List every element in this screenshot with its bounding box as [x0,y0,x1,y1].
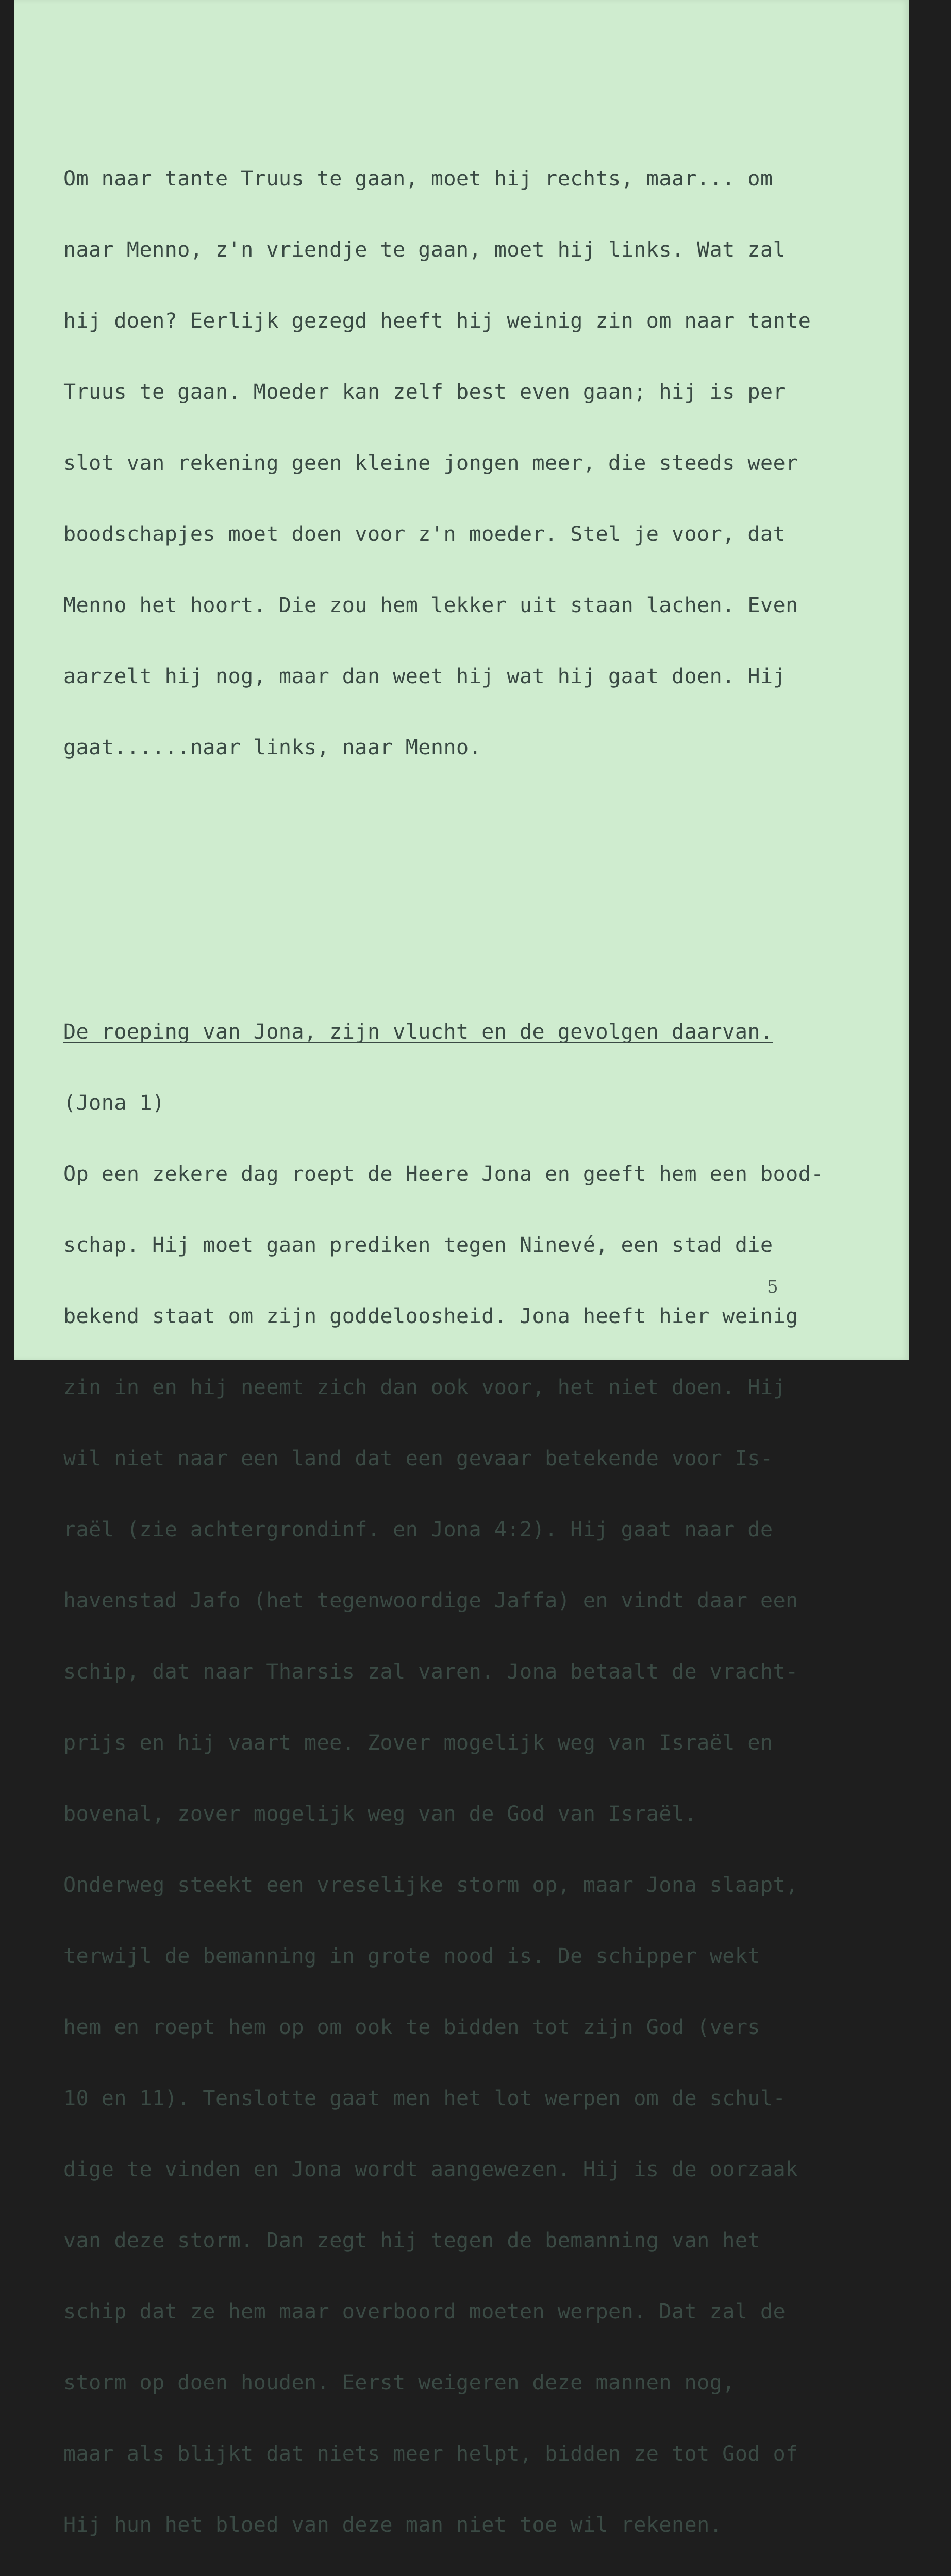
text-line: aarzelt hij nog, maar dan weet hij wat hij gaat doen. Hij [63,665,786,688]
text-line: schip dat ze hem maar overboord moeten werpen. Dat zal de [63,2300,786,2324]
text-line: Onderweg steekt een vreselijke storm op, maar Jona slaapt, [63,1873,798,1897]
text-line: Op een zekere dag roept de Heere Jona en geeft hem een bood- [63,1162,824,1186]
text-line: wil niet naar een land dat een gevaar betekende voor Is- [63,1447,773,1470]
page-sheet [14,0,909,2537]
section-reference: (Jona 1) [63,1091,165,1115]
text-line: slot van rekening geen kleine jongen meer, die steeds weer [63,451,798,475]
text-line: zin in en hij neemt zich dan ook voor, het niet doen. Hij [63,1376,786,1399]
text-line: prijs en hij vaart mee. Zover mogelijk weg van Israël en [63,1731,773,1755]
text-line: dige te vinden en Jona wordt aangewezen. Hij is de oorzaak [63,2158,798,2181]
paragraph-gap [63,878,867,902]
text-line: terwijl de bemanning in grote nood is. De schipper wekt [63,1944,761,1968]
text-line: Truus te gaan. Moeder kan zelf best even gaan; hij is per [63,380,786,404]
text-line: Om naar tante Truus te gaan, moet hij rechts, maar... om [63,167,773,191]
text-line: schip, dat naar Tharsis zal varen. Jona betaalt de vracht- [63,1660,798,1684]
text-line: storm op doen houden. Eerst weigeren deze mannen nog, [63,2371,735,2395]
intro-paragraph [63,120,867,807]
text-line: bovenal, zover mogelijk weg van de God van Israël. [63,1802,697,1826]
text-line: hij doen? Eerlijk gezegd heeft hij weinig zin om naar tante [63,309,811,333]
text-line: 10 en 11). Tenslotte gaat men het lot werpen om de schul- [63,2087,786,2110]
text-line: raël (zie achtergrondinf. en Jona 4:2). Hij gaat naar de [63,1518,773,1541]
text-line: van deze storm. Dan zegt hij tegen de bemanning van het [63,2229,761,2252]
section-heading-line [63,1020,867,1044]
text-line: Hij hun het bloed van deze man niet toe wil rekenen. [63,2513,723,2537]
text-line: bekend staat om zijn goddeloosheid. Jona heeft hier weinig [63,1304,798,1328]
text-line: maar als blijkt dat niets meer helpt, bidden ze tot God of [63,2442,798,2466]
text-line: hem en roept hem op om ook te bidden tot zijn God (vers [63,2015,761,2039]
text-line: gaat......naar links, naar Menno. [63,736,482,759]
section-roeping [63,973,867,2576]
section-heading: De roeping van Jona, zijn vlucht en de gevolgen daarvan. [63,1020,773,1044]
text-line: Menno het hoort. Die zou hem lekker uit staan lachen. Even [63,594,798,617]
text-line: schap. Hij moet gaan prediken tegen Ninevé, een stad die [63,1233,773,1257]
text-line: havenstad Jafo (het tegenwoordige Jaffa) en vindt daar een [63,1589,798,1613]
page-number: 5 [767,1277,778,1297]
text-line: naar Menno, z'n vriendje te gaan, moet hij links. Wat zal [63,238,786,262]
body-text [63,72,867,2576]
text-line: boodschapjes moet doen voor z'n moeder. Stel je voor, dat [63,522,786,546]
